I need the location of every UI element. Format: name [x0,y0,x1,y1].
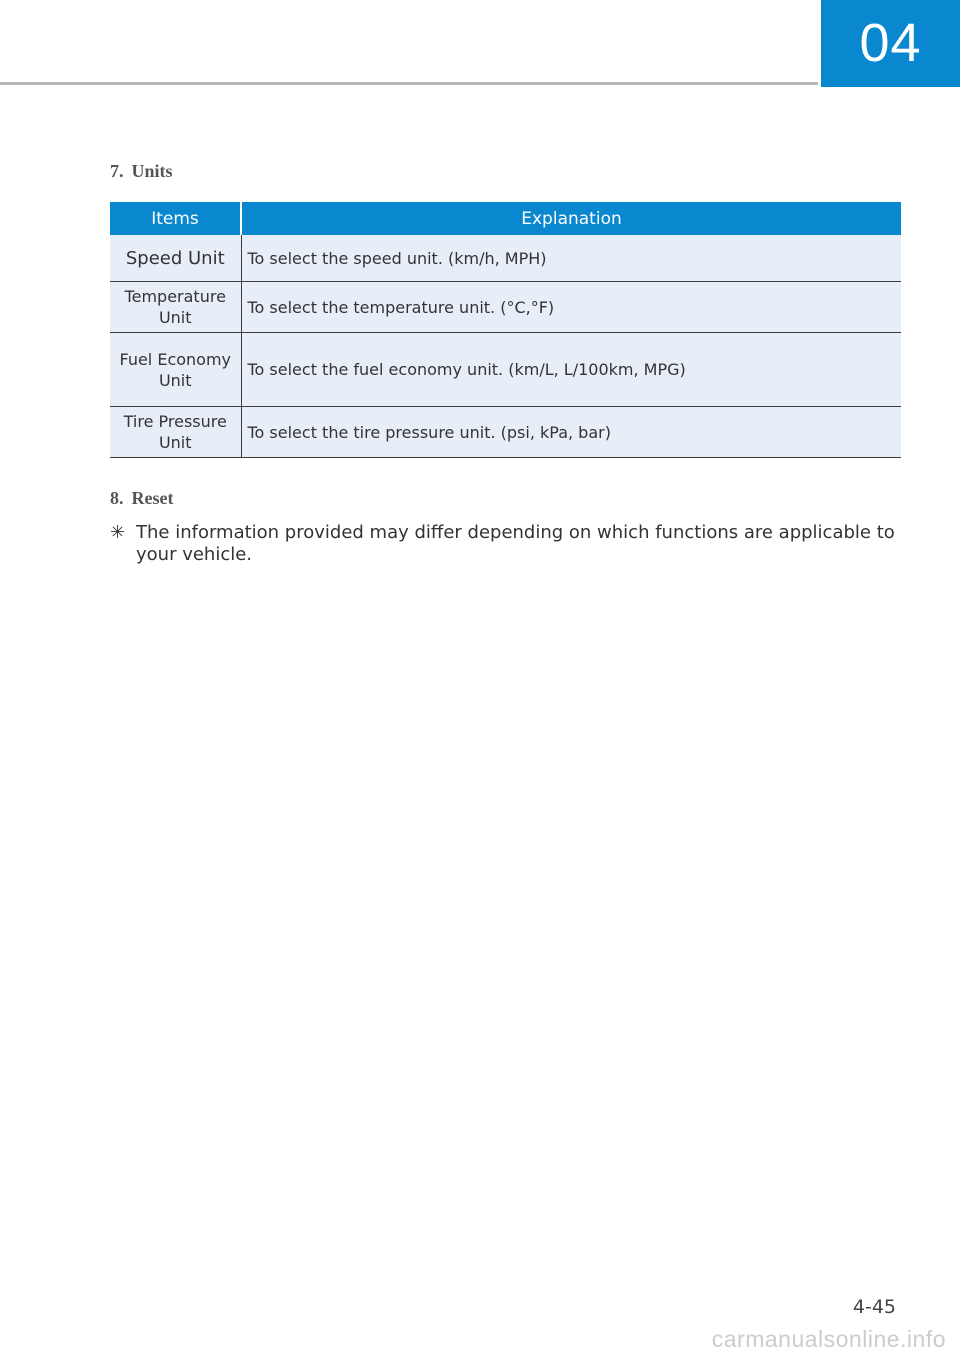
table-row [110,407,901,458]
note-text: The information provided may differ depending on which functions are applicable to your vehicle. [136,522,895,565]
applicability-note [110,522,900,566]
row-item: Temperature Unit [110,282,241,333]
row-item: Speed Unit [110,235,241,282]
reset-section-number: 8. [110,488,124,508]
watermark: carmanualsonline.info [711,1326,946,1352]
row-explanation: To select the fuel economy unit. (km/L, L/100km, MPG) [241,333,901,407]
row-item: Fuel Economy Unit [110,333,241,407]
row-item: Tire Pressure Unit [110,407,241,458]
units-section-number: 7. [110,161,124,181]
row-explanation: To select the tire pressure unit. (psi, kPa, bar) [241,407,901,458]
units-table [110,202,901,458]
row-explanation: To select the temperature unit. (°C,°F) [241,282,901,333]
page-number: 4-45 [852,1296,896,1318]
header-items: Items [110,202,241,235]
table-row [110,235,901,282]
table-header-row [110,202,901,235]
reset-section-heading [110,488,173,509]
row-explanation: To select the speed unit. (km/h, MPH) [241,235,901,282]
units-section-heading [110,161,173,182]
header-explanation: Explanation [241,202,901,235]
asterisk-icon: ✳ [110,522,126,543]
table-row [110,333,901,407]
header-rule [0,82,818,85]
chapter-tab: 04 [821,0,960,87]
table-row [110,282,901,333]
reset-section-title: Reset [131,488,174,508]
units-section-title: Units [131,161,173,181]
